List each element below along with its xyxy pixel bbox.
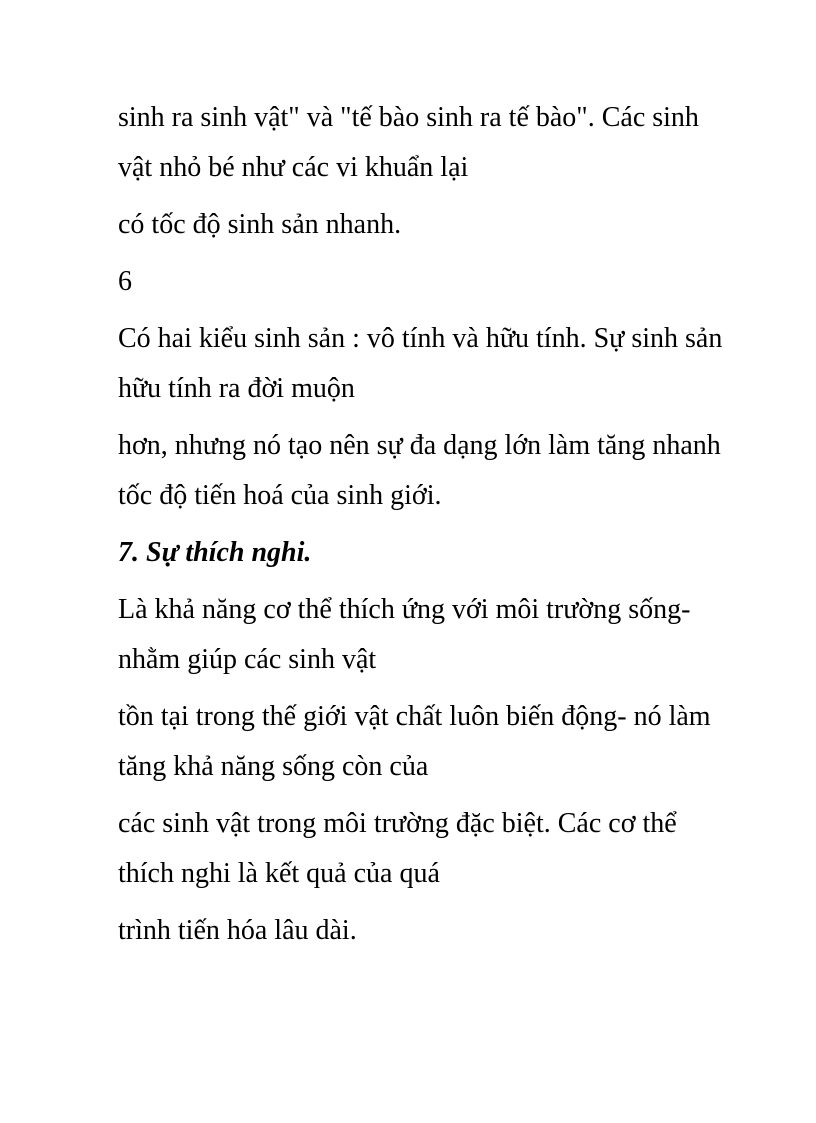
paragraph-3-line-1: Có hai kiểu sinh sản : vô tính và hữu tính. Sự sinh sản [118, 323, 723, 354]
section-heading: 7. Sự thích nghi. [118, 537, 312, 568]
paragraph-1-line-2: vật nhỏ bé như các vi khuẩn lại [118, 152, 469, 183]
paragraph-3-line-2: hữu tính ra đời muộn [118, 373, 355, 404]
page-number: 6 [118, 266, 132, 297]
paragraph-7-line-1: tồn tại trong thế giới vật chất luôn biến động- nó làm [118, 701, 711, 732]
paragraph-7-line-2: tăng khả năng sống còn của [118, 751, 429, 782]
paragraph-2-line-1: có tốc độ sinh sản nhanh. [118, 209, 402, 240]
paragraph-9-line-1: trình tiến hóa lâu dài. [118, 915, 357, 946]
paragraph-6-line-2: nhằm giúp các sinh vật [118, 644, 377, 675]
paragraph-8-line-2: thích nghi là kết quả của quá [118, 858, 440, 889]
paragraph-8-line-1: các sinh vật trong môi trường đặc biệt. Các cơ thể [118, 808, 677, 839]
paragraph-1-line-1: sinh ra sinh vật" và "tế bào sinh ra tế bào". Các sinh [118, 102, 699, 133]
paragraph-6-line-1: Là khả năng cơ thể thích ứng với môi trường sống- [118, 594, 691, 625]
paragraph-4-line-1: hơn, nhưng nó tạo nên sự đa dạng lớn làm tăng nhanh [118, 430, 721, 461]
paragraph-4-line-2: tốc độ tiến hoá của sinh giới. [118, 480, 442, 511]
